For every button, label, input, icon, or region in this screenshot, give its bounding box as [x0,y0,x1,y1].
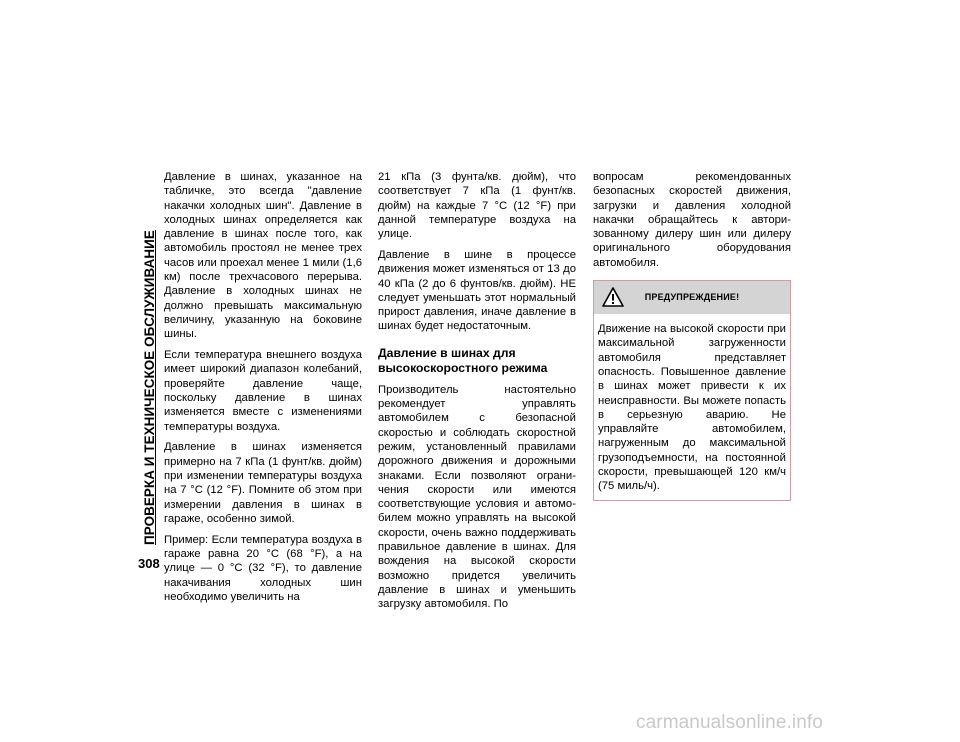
paragraph: Давление в шинах, указанное на табличке, это всегда "давление накачки холодных шин". Давление в холодных шинах определяется как давление в шинах после того, как автомобиль простоял не менее трех часов или проехал менее 1 мили (1,6 км) после трехчасового перерыва. Давление в холодных шинах не должно превышать максимальную величину, указанную на боковине шины. [164,171,362,341]
text-column-2 [378,170,576,618]
warning-title: ПРЕДУПРЕЖДЕНИЕ! [644,292,740,303]
paragraph: Если температура внешнего воздуха имеет широкий диапазон колебаний, проверяйте давление чаще, поскольку давление в шинах изменяется вместе с изменениями температуры воздуха. [164,349,362,433]
text-column-1 [164,170,362,611]
warning-box [593,280,791,501]
warning-triangle-icon [602,287,624,307]
text-column-3 [593,170,791,501]
paragraph: 21 кПа (3 фунта/кв. дюйм), что соответствует 7 кПа (1 фунт/кв. дюйм) на каждые 7 °C (12 °F) при данной температуре воздуха на улице. [378,171,576,241]
warning-header [594,281,790,314]
paragraph: Давление в шинах изменяется примерно на 7 кПа (1 фунт/кв. дюйм) при изменении температуры воздуха на 7 °C (12 °F). Помните об этом при измерении давления в шинах в гараже, особенно зимой. [164,441,362,525]
warning-text: Движение на высокой скорости при максимальной загруженности автомобиля представляет опасность. Повышенное давление в шинах может привести к их неисправности. Вы можете попасть в серьезную аварию. Не управляйте автомобилем, нагруженным до максимальной грузоподъемности, на постоянной скорости, превышающей 120 км/ч (75 миль/ч). [598,323,786,493]
watermark: carmanualsonline.info [636,712,823,733]
section-title: ПРОВЕРКА И ТЕХНИЧЕСКОЕ ОБСЛУЖИВАНИЕ [142,230,157,545]
page-number: 308 [138,556,160,571]
section-side-tab [140,170,162,550]
section-heading: Давление в шинах для высокоскоростного режима [378,345,548,375]
paragraph: Пример: Если температура воздуха в гараже равна 20 °C (68 °F), а на улице — 0 °C (32 °F), то давление накачивания холодных шин необходимо увеличить на [164,533,362,603]
paragraph: Давление в шине в процессе движения может изменяться от 13 до 40 кПа (2 до 6 фунтов/кв. дюйм). НЕ следует уменьшать этот нормальный прирост давления, иначе давление в шинах будет недостаточным. [378,248,576,333]
paragraph: вопросам рекомендованных безопасных скоростей движения, загрузки и давления холодной накачки обращайтесь к авторизованному дилеру шин или дилеру оригинального оборудования автомобиля. [593,171,791,269]
paragraph: Производитель настоятельно рекомендует управлять автомобилем с безопасной скоростью и соблюдать скоростной режим, установленный правилами дорожного движения и дорожными знаками. Если позволяют ограничения скорости или имеются соответствующие условия и автомобилем можно управлять на высокой скорости, очень важно поддерживать правильное давление в шинах. Для вождения на высокой скорости возможно придется увеличить давление в шинах и уменьшить загрузку автомобиля. По [378,383,576,611]
